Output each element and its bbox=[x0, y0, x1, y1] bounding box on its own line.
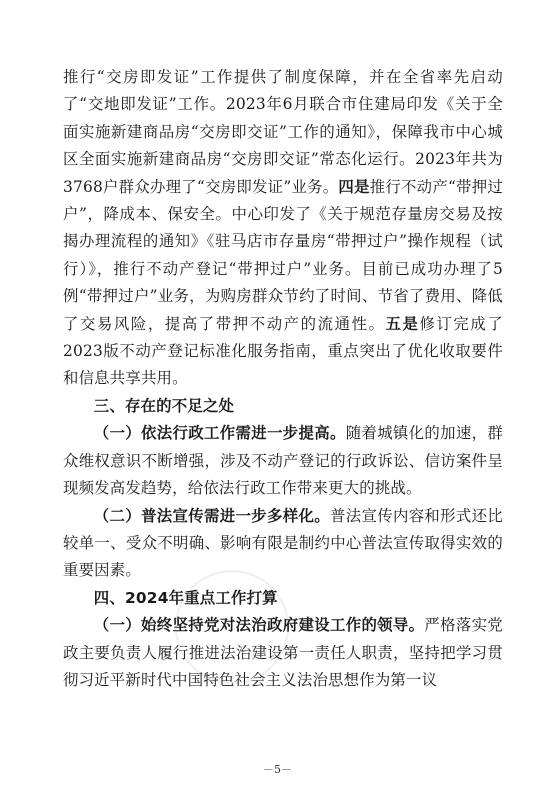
item-lead: （二）普法宣传需进一步多样化。 bbox=[93, 506, 330, 525]
item-lead: （一）始终坚持党对法治政府建设工作的领导。 bbox=[93, 616, 425, 635]
paragraph-text: 修订完成了2023版不动产登记标准化服务指南，重点突出了优化收取要件和信息共享共用。 bbox=[63, 314, 503, 388]
section-heading-4: 四、2024年重点工作打算 bbox=[93, 588, 278, 607]
item-lead-four: 四是 bbox=[338, 177, 370, 196]
document-body bbox=[63, 64, 503, 694]
item-lead: （一）依法行政工作需进一步提高。 bbox=[93, 424, 346, 443]
item-text: 随着城镇化的加速，群众维权意识不断增强，涉及不动产登记的行政诉讼、信访案件呈现频发高发趋势，给依法行政工作带来更大的挑战。 bbox=[63, 424, 503, 498]
section3-item-2 bbox=[63, 503, 503, 585]
paragraph-continuation bbox=[63, 64, 503, 393]
item-text: 普法宣传内容和形式还比较单一、受众不明确、影响有限是制约中心普法宣传取得实效的重要因素。 bbox=[63, 506, 503, 580]
paragraph-text: 推行不动产“带押过户”，降成本、保安全。中心印发了《关于规范存量房交易及按揭办理流程的通知》《驻马店市存量房“带押过户”操作规程（试行）》，推行不动产登记“带押过户”业务。目前已成功办理了5例“带押过户”业务，为购房群众节约了时间、节省了费用、降低了交易风险，提高了带押不动产的流通性。 bbox=[63, 177, 503, 333]
paragraph-text: 推行“交房即发证”工作提供了制度保障，并在全省率先启动了“交地即发证”工作。2023年6月联合市住建局印发《关于全面实施新建商品房“交房即交证”工作的通知》，保障我市中心城区全面实施新建商品房“交房即交证”常态化运行。2023年共为3768户群众办理了“交房即发证”业务。 bbox=[63, 68, 503, 196]
page-number: －5－ bbox=[263, 763, 292, 776]
item-lead-five: 五是 bbox=[385, 314, 420, 333]
section-heading-3: 三、存在的不足之处 bbox=[93, 396, 235, 415]
section4-item-1 bbox=[63, 612, 503, 694]
section3-item-1 bbox=[63, 420, 503, 502]
item-text: 严格落实党政主要负责人履行推进法治建设第一责任人职责，坚持把学习贯彻习近平新时代中国特色社会主义法治思想作为第一议 bbox=[63, 616, 503, 689]
